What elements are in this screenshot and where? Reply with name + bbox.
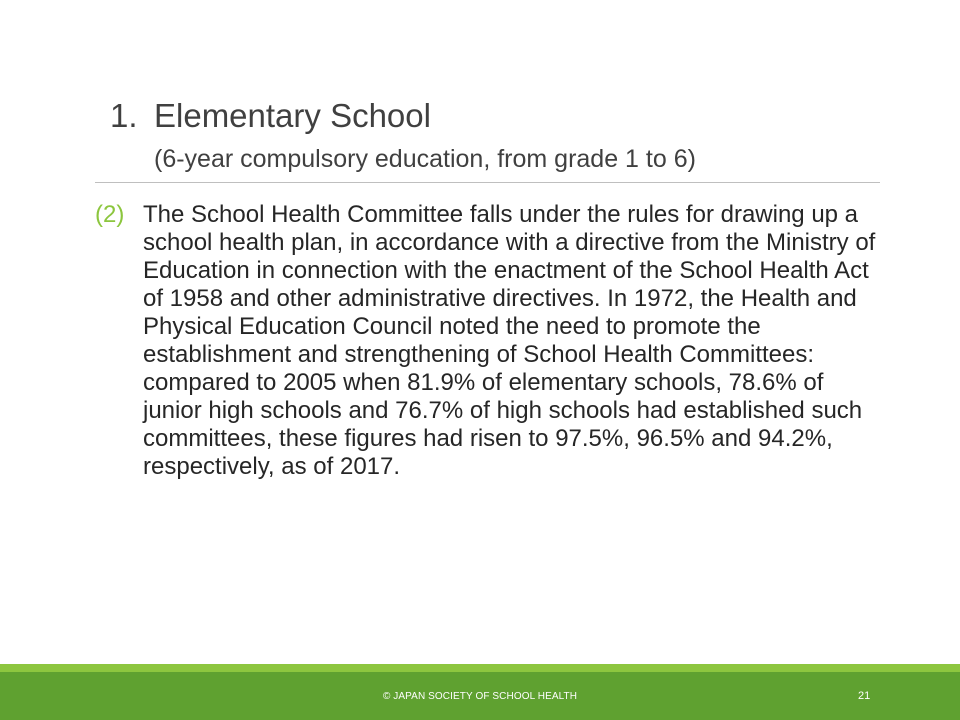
slide-title xyxy=(110,96,431,136)
title-divider xyxy=(95,182,880,183)
footer-accent-bar xyxy=(0,664,960,672)
title-number: 1. xyxy=(110,97,138,134)
item-marker: (2) xyxy=(95,201,125,228)
title-text: Elementary School xyxy=(154,97,431,134)
page-number: 21 xyxy=(858,690,871,702)
slide-subtitle: (6-year compulsory education, from grade 1 to 6) xyxy=(154,145,696,173)
footer-copyright: © JAPAN SOCIETY OF SCHOOL HEALTH xyxy=(382,691,578,702)
item-body-text: The School Health Committee falls under the rules for drawing up a school health plan, in accordance with a directive from the Ministry of Education in connection with the enactment of the School Health Act of 1958 and other administrative directives. In 1972, the Health and Physical Education Council noted the need to promote the establishment and strengthening of School Health Committees: compared to 2005 when 81.9% of elementary schools, 78.6% of junior high schools and 76.7% of high schools had established such committees, these figures had risen to 97.5%, 96.5% and 94.2%, respectively, as of 2017. xyxy=(143,201,876,480)
